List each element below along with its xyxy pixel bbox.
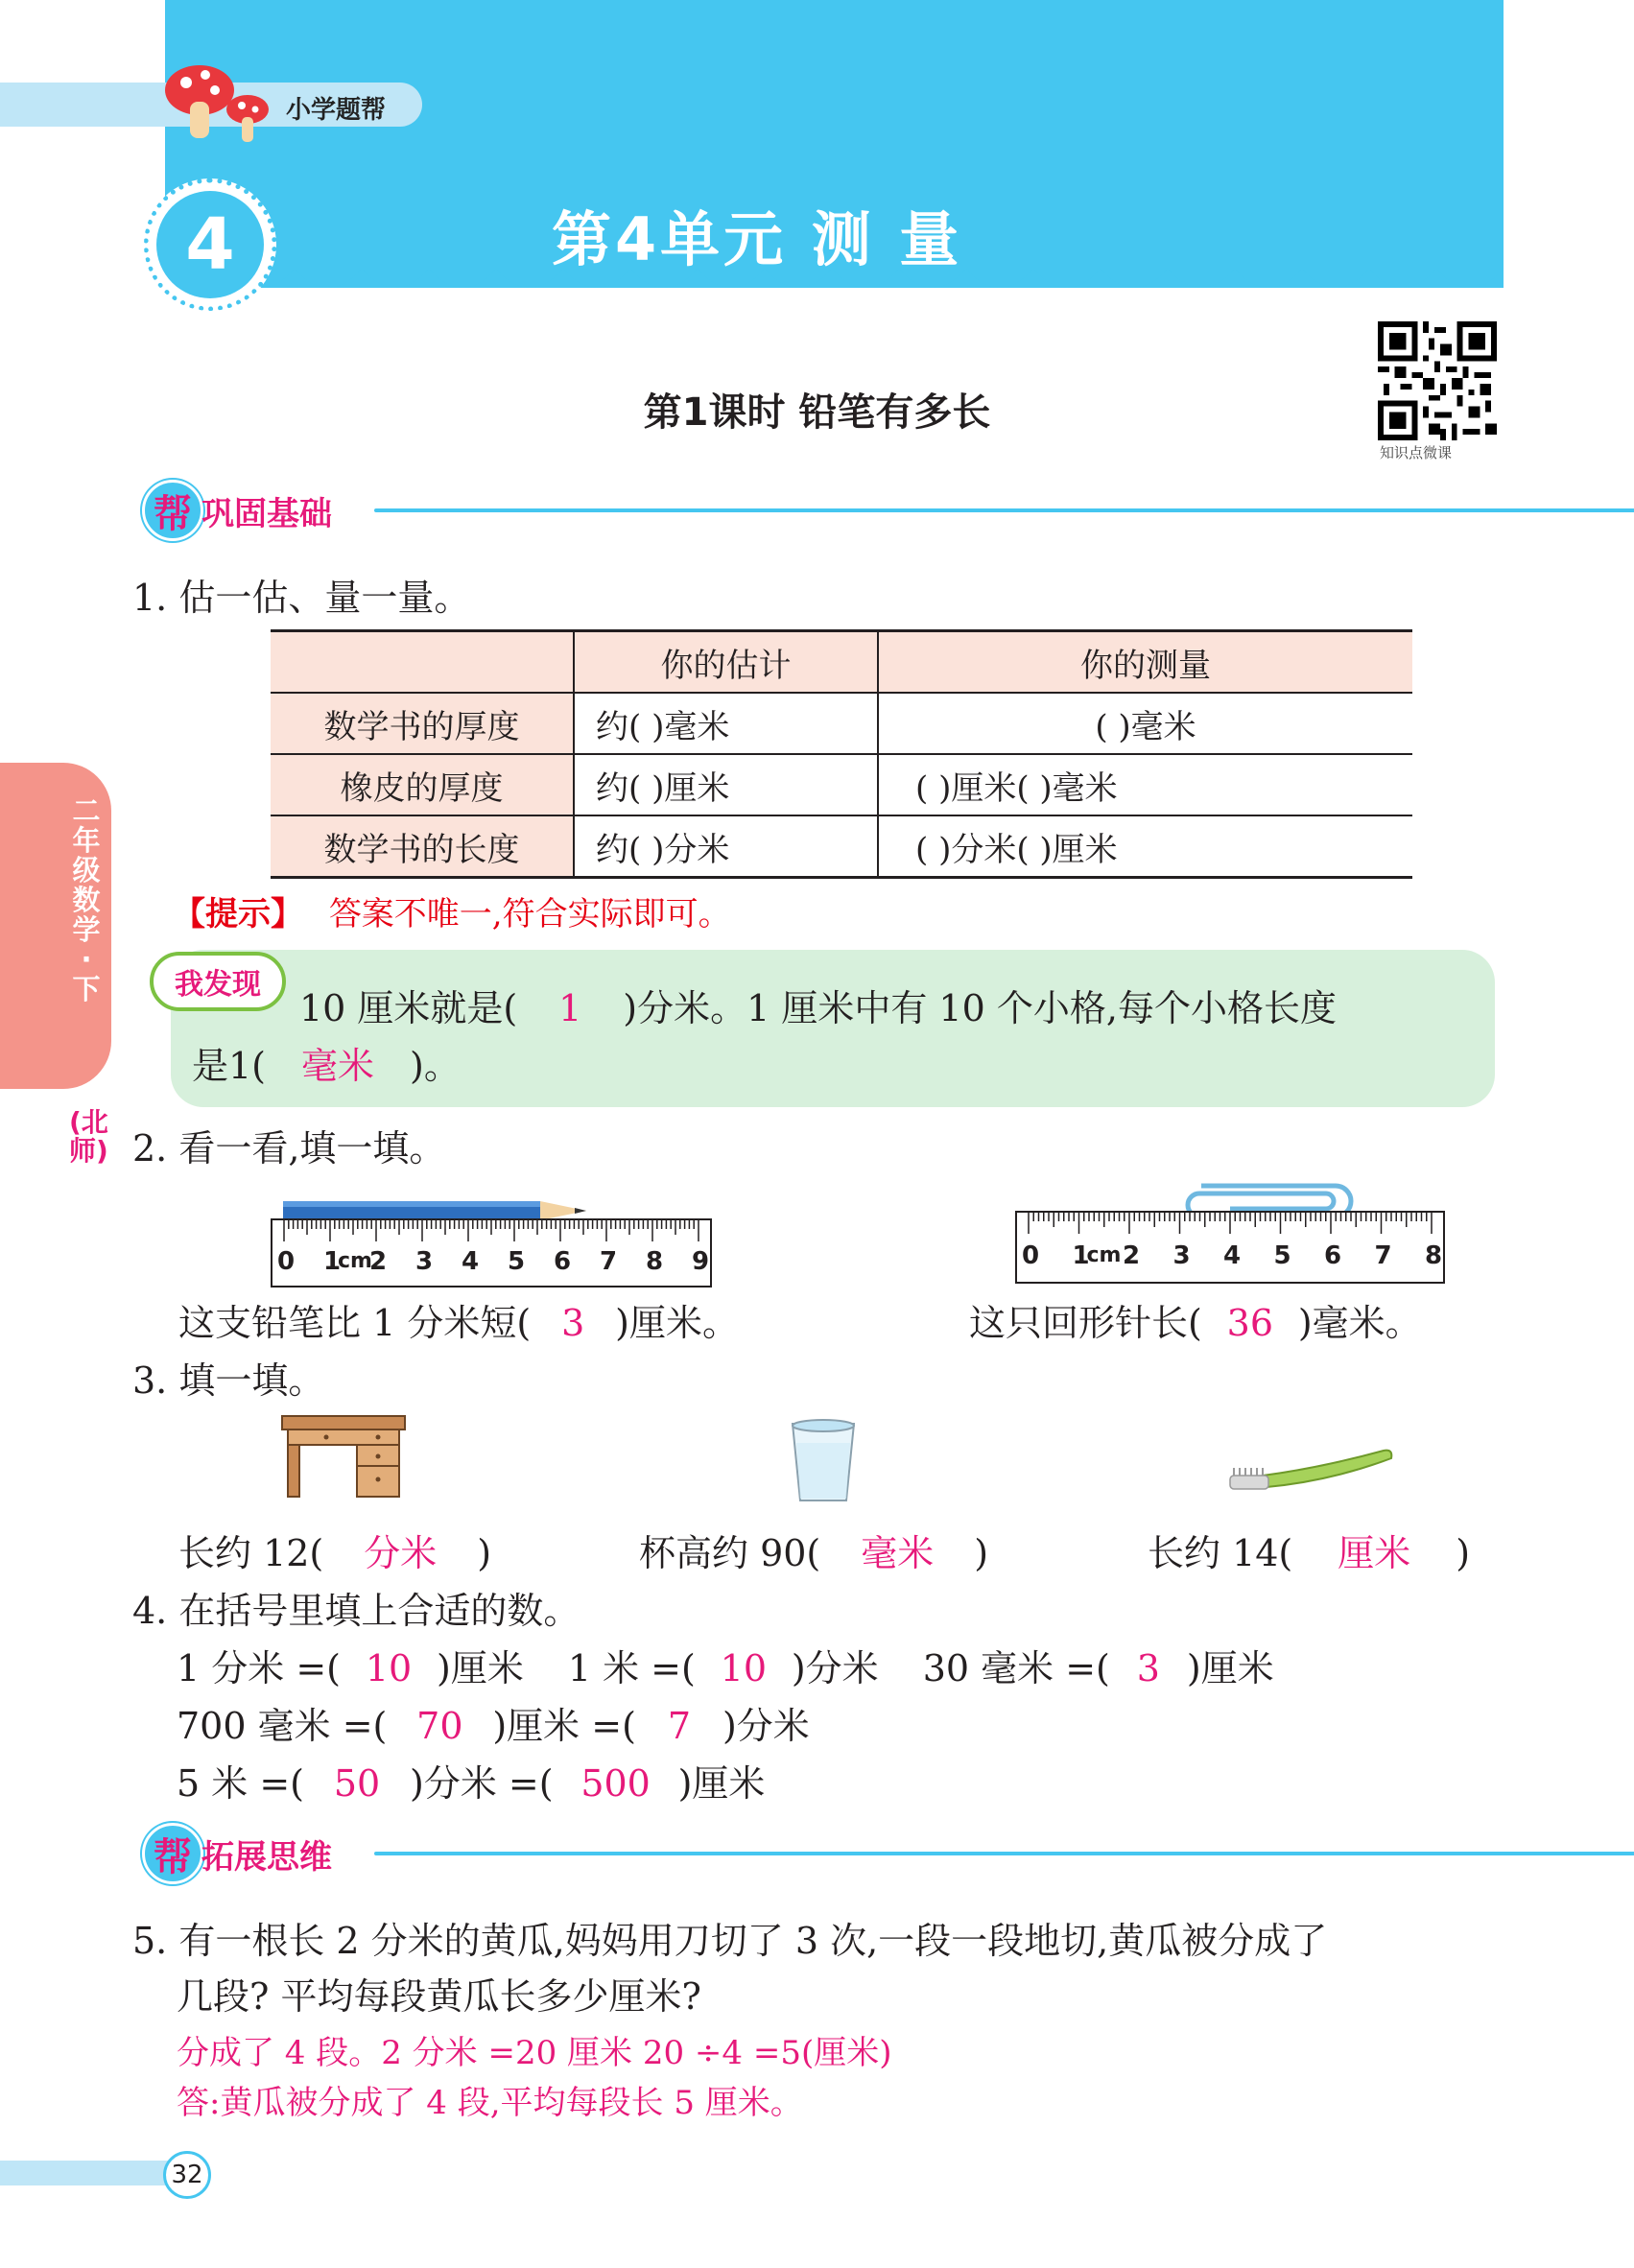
answer[interactable]: 10 <box>365 1647 413 1689</box>
text: 是1( <box>192 1045 267 1087</box>
measurement-table <box>271 629 1412 879</box>
ruler-label: 3 <box>415 1247 434 1276</box>
cup-icon <box>789 1416 858 1504</box>
question-4-prompt: 4. 在括号里填上合适的数。 <box>132 1590 580 1632</box>
page-number: 32 <box>163 2151 211 2199</box>
question-5-answer-1: 分成了 4 段。2 分米 =20 厘米 20 ÷4 =5(厘米) <box>177 2034 892 2072</box>
edition-label: (北师) <box>69 1106 108 1167</box>
answer[interactable]: 3 <box>561 1302 585 1344</box>
text: )厘米 <box>437 1647 524 1689</box>
hint <box>173 887 731 934</box>
ruler-label: 8 <box>1425 1241 1443 1270</box>
qr-code-icon[interactable] <box>1377 321 1498 440</box>
ruler-label: 4 <box>462 1247 480 1276</box>
text: 30 毫米 =( <box>922 1647 1110 1689</box>
brand-name: 小学题帮 <box>286 96 387 125</box>
q4-row-3 <box>177 1754 765 1807</box>
unit-badge <box>144 178 276 311</box>
text: ) <box>1456 1532 1471 1574</box>
table-header-cell: 你的估计 <box>574 631 878 694</box>
ruler-label: 0 <box>1022 1241 1040 1270</box>
section-divider <box>374 508 1634 512</box>
section-badge: 帮 <box>142 1823 203 1884</box>
question-1-prompt: 1. 估一估、量一量。 <box>132 577 471 619</box>
ruler-ticks <box>272 1220 710 1249</box>
text: 这支铅笔比 1 分米短( <box>178 1302 532 1344</box>
table-header-cell <box>271 631 574 694</box>
answer[interactable]: 36 <box>1226 1302 1273 1344</box>
ruler-label: 1 <box>1072 1241 1090 1270</box>
section-title: 巩固基础 <box>201 495 332 533</box>
table-header-cell: 你的测量 <box>878 631 1412 694</box>
answer[interactable]: 3 <box>1136 1647 1160 1689</box>
ruler-label: 5 <box>1273 1241 1291 1270</box>
table-cell-item: 数学书的长度 <box>271 815 574 878</box>
section-title: 拓展思维 <box>201 1838 332 1877</box>
answer[interactable]: 厘米 <box>1338 1532 1411 1574</box>
grade-label: 二年级数学·下 <box>72 794 101 1005</box>
table-row <box>271 815 1412 878</box>
table-header-row <box>271 631 1412 694</box>
hint-text: 答案不唯一,符合实际即可。 <box>328 895 731 933</box>
ruler-label: 5 <box>508 1247 526 1276</box>
ruler-label: 3 <box>1172 1241 1191 1270</box>
ruler-label: 4 <box>1223 1241 1242 1270</box>
ruler-label: 1 <box>323 1247 342 1276</box>
text: )分米 <box>722 1705 810 1747</box>
answer[interactable]: 1 <box>558 987 582 1029</box>
q2-left-sentence <box>178 1293 739 1346</box>
text: 1 分米 =( <box>177 1647 342 1689</box>
ruler-1 <box>271 1218 712 1288</box>
ruler-label: 0 <box>277 1247 296 1276</box>
text: 10 厘米就是( <box>299 987 518 1029</box>
table-cell-measure[interactable]: ( )厘米( )毫米 <box>878 754 1412 815</box>
text: )分米。1 厘米中有 10 个小格,每个小格长度 <box>623 987 1337 1029</box>
text: )厘米 <box>1186 1647 1274 1689</box>
ruler-2 <box>1015 1211 1445 1284</box>
hint-label: 【提示】 <box>173 895 303 933</box>
text: )分米 <box>791 1647 879 1689</box>
text: ) <box>477 1532 492 1574</box>
text: )厘米 <box>677 1762 766 1805</box>
section-basic-header <box>142 480 1504 537</box>
text: 1 米 =( <box>567 1647 696 1689</box>
toothbrush-icon <box>1224 1447 1397 1497</box>
text: 这只回形针长( <box>969 1302 1202 1344</box>
section-extend-header <box>142 1823 1504 1880</box>
section-badge: 帮 <box>142 480 203 541</box>
discovery-line-2 <box>192 1036 461 1089</box>
answer[interactable]: 毫米 <box>861 1532 935 1574</box>
text: ) <box>974 1532 989 1574</box>
table-cell-item: 数学书的厚度 <box>271 693 574 754</box>
text: 长约 12( <box>178 1532 324 1574</box>
ruler-ticks <box>1017 1213 1443 1241</box>
ruler-label: 7 <box>600 1247 618 1276</box>
q3-desk-sentence <box>178 1524 491 1576</box>
answer[interactable]: 50 <box>333 1762 381 1805</box>
ruler-label: cm <box>338 1249 372 1273</box>
question-5-answer-2: 答:黄瓜被分成了 4 段,平均每段长 5 厘米。 <box>177 2084 803 2122</box>
answer[interactable]: 7 <box>667 1705 692 1747</box>
text: )毫米。 <box>1297 1302 1422 1344</box>
table-row <box>271 693 1412 754</box>
ruler-label: 9 <box>692 1247 710 1276</box>
table-cell-estimate[interactable]: 约( )毫米 <box>574 693 878 754</box>
table-cell-measure[interactable]: ( )毫米 <box>878 693 1412 754</box>
question-5-line-2: 几段? 平均每段黄瓜长多少厘米? <box>177 1975 701 2018</box>
ruler-label: 8 <box>646 1247 664 1276</box>
discovery-line-1 <box>299 979 1337 1031</box>
ruler-label: 6 <box>1324 1241 1342 1270</box>
desk-icon <box>278 1412 409 1500</box>
q3-cup-sentence <box>639 1524 988 1576</box>
question-3-prompt: 3. 填一填。 <box>132 1359 325 1402</box>
table-cell-estimate[interactable]: 约( )分米 <box>574 815 878 878</box>
table-cell-item: 橡皮的厚度 <box>271 754 574 815</box>
text: )厘米 =( <box>492 1705 636 1747</box>
table-row <box>271 754 1412 815</box>
text: 700 毫米 =( <box>177 1705 388 1747</box>
lesson-title: 第1课时 铅笔有多长 <box>643 390 991 435</box>
discovery-tag: 我发现 <box>150 952 286 1011</box>
question-2-prompt: 2. 看一看,填一填。 <box>132 1127 446 1169</box>
ruler-label: 2 <box>369 1247 388 1276</box>
qr-caption: 知识点微课 <box>1380 444 1453 461</box>
answer[interactable]: 10 <box>720 1647 768 1689</box>
footer-strip <box>0 2161 182 2185</box>
answer[interactable]: 500 <box>580 1762 651 1805</box>
text: )厘米。 <box>615 1302 739 1344</box>
answer[interactable]: 毫米 <box>301 1045 375 1087</box>
text: 杯高约 90( <box>639 1532 821 1574</box>
ruler-label: cm <box>1086 1243 1122 1267</box>
unit-number: 4 <box>156 191 264 298</box>
text: 5 米 =( <box>177 1762 305 1805</box>
q4-row-2 <box>177 1696 810 1749</box>
answer[interactable]: 70 <box>416 1705 463 1747</box>
text: )。 <box>410 1045 461 1087</box>
question-5-line-1: 5. 有一根长 2 分米的黄瓜,妈妈用刀切了 3 次,一段一段地切,黄瓜被分成了 <box>132 1920 1328 1962</box>
q4-row-1 <box>177 1639 1274 1691</box>
section-divider <box>374 1852 1634 1855</box>
ruler-label: 6 <box>554 1247 572 1276</box>
q2-right-sentence <box>969 1293 1422 1346</box>
table-cell-measure[interactable]: ( )分米( )厘米 <box>878 815 1412 878</box>
answer[interactable]: 分米 <box>364 1532 438 1574</box>
text: )分米 =( <box>410 1762 554 1805</box>
q3-brush-sentence <box>1148 1524 1470 1576</box>
ruler-label: 2 <box>1123 1241 1141 1270</box>
unit-title: 第4单元 测 量 <box>552 204 963 274</box>
mushroom-icon <box>161 56 274 148</box>
text: 长约 14( <box>1148 1532 1293 1574</box>
table-cell-estimate[interactable]: 约( )厘米 <box>574 754 878 815</box>
ruler-label: 7 <box>1374 1241 1392 1270</box>
